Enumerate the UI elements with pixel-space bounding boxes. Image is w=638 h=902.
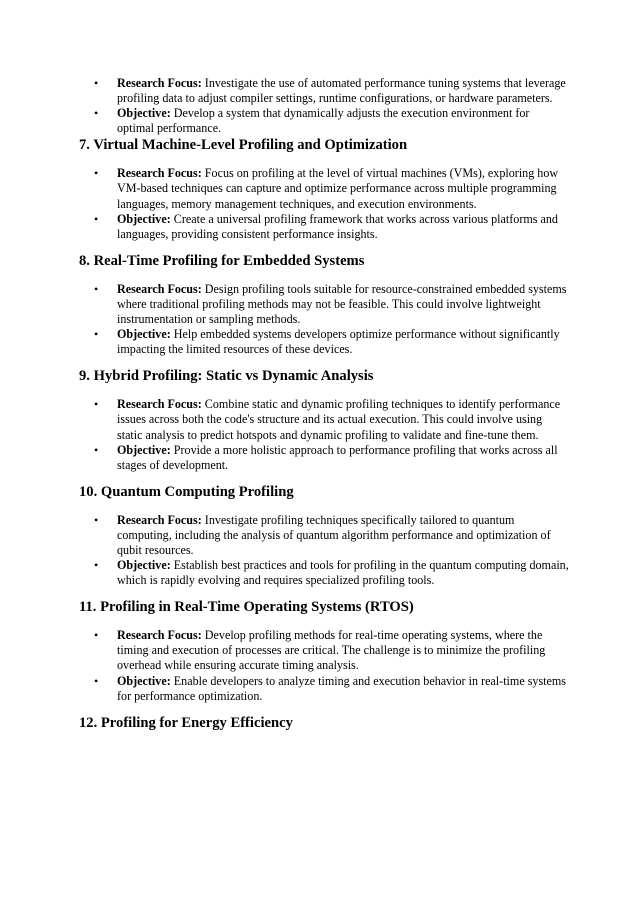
list-item [79, 674, 569, 704]
section-list [79, 166, 569, 241]
section-heading: 10. Quantum Computing Profiling [79, 483, 294, 500]
item-text: Design profiling tools suitable for resource-constrained embedded systems where traditional profiling methods may not be feasible. This could involve lightweight instrumentation or sampling methods. [117, 281, 567, 327]
list-item [79, 558, 569, 588]
item-label: Objective: [117, 673, 171, 688]
item-text: Investigate the use of automated performance tuning systems that leverage profiling data to adjust compiler settings, runtime configurations, or hardware parameters. [117, 76, 566, 106]
section-list [79, 397, 569, 472]
item-label: Objective: [117, 327, 171, 342]
section-11 [79, 598, 569, 703]
item-label: Research Focus: [117, 512, 202, 527]
section-12 [79, 714, 569, 732]
bullet-icon: • [94, 628, 99, 643]
list-item [79, 166, 569, 211]
list-item [79, 443, 569, 473]
item-label: Objective: [117, 211, 171, 226]
bullet-icon: • [94, 211, 99, 226]
list-item [79, 76, 569, 106]
item-text: Create a universal profiling framework that works across various platforms and languages, providing consistent performance insights. [117, 211, 558, 241]
list-item [79, 327, 569, 357]
bullet-icon: • [94, 397, 99, 412]
item-text: Focus on profiling at the level of virtual machines (VMs), exploring how VM-based techniques can capture and optimize performance across multiple programming languages, memory management techniques, and execution environments. [117, 166, 559, 211]
section-heading: 12. Profiling for Energy Efficiency [79, 714, 293, 731]
section-7 [79, 136, 569, 241]
list-item [79, 513, 569, 558]
bullet-icon: • [94, 558, 99, 573]
list-item [79, 282, 569, 327]
section-10 [79, 483, 569, 588]
bullet-icon: • [94, 106, 99, 121]
bullet-icon: • [94, 442, 99, 457]
item-text: Provide a more holistic approach to performance profiling that works across all stages of development. [117, 442, 558, 472]
list-item [79, 397, 569, 442]
section-heading: 11. Profiling in Real-Time Operating Systems (RTOS) [79, 599, 414, 616]
bullet-icon: • [94, 327, 99, 342]
bullet-icon: • [94, 281, 99, 296]
section-heading: 8. Real-Time Profiling for Embedded Systems [79, 252, 365, 269]
section-8 [79, 252, 569, 357]
item-text: Develop profiling methods for real-time operating systems, where the timing and execution of processes are critical. The challenge is to minimize the profiling overhead while ensuring accurate timing analysis. [117, 628, 546, 673]
section-heading: 7. Virtual Machine-Level Profiling and Optimization [79, 137, 408, 154]
item-label: Objective: [117, 558, 171, 573]
item-label: Research Focus: [117, 628, 202, 643]
item-text: Help embedded systems developers optimize performance without significantly impacting the limited resources of these devices. [117, 327, 560, 357]
item-text: Combine static and dynamic profiling techniques to identify performance issues across both the code's structure and its actual execution. This could involve using static analysis to predict hotspots and dynamic profiling to validate and fine-tune them. [117, 397, 561, 442]
bullet-icon: • [94, 512, 99, 527]
item-label: Research Focus: [117, 166, 202, 181]
item-label: Research Focus: [117, 397, 202, 412]
section-list [79, 628, 569, 703]
item-text: Investigate profiling techniques specifically tailored to quantum computing, including the analysis of quantum algorithm performance and optimization of qubit resources. [117, 512, 551, 557]
section-9 [79, 367, 569, 472]
document-content [79, 76, 569, 744]
item-label: Research Focus: [117, 76, 202, 90]
item-label: Objective: [117, 106, 171, 121]
item-text: Enable developers to analyze timing and execution behavior in real-time systems for performance optimization. [117, 673, 567, 703]
item-label: Objective: [117, 442, 171, 457]
item-text: Develop a system that dynamically adjusts the execution environment for optimal performance. [117, 106, 530, 136]
list-item [79, 212, 569, 242]
item-text: Establish best practices and tools for profiling in the quantum computing domain, which is rapidly evolving and requires specialized profiling tools. [117, 558, 569, 588]
list-item [79, 106, 569, 136]
bullet-icon: • [94, 76, 99, 90]
section-list [79, 513, 569, 588]
list-item [79, 628, 569, 673]
item-label: Research Focus: [117, 281, 202, 296]
bullet-icon: • [94, 673, 99, 688]
intro-list [79, 76, 569, 136]
bullet-icon: • [94, 166, 99, 181]
section-heading: 9. Hybrid Profiling: Static vs Dynamic Analysis [79, 368, 374, 385]
section-list [79, 282, 569, 357]
